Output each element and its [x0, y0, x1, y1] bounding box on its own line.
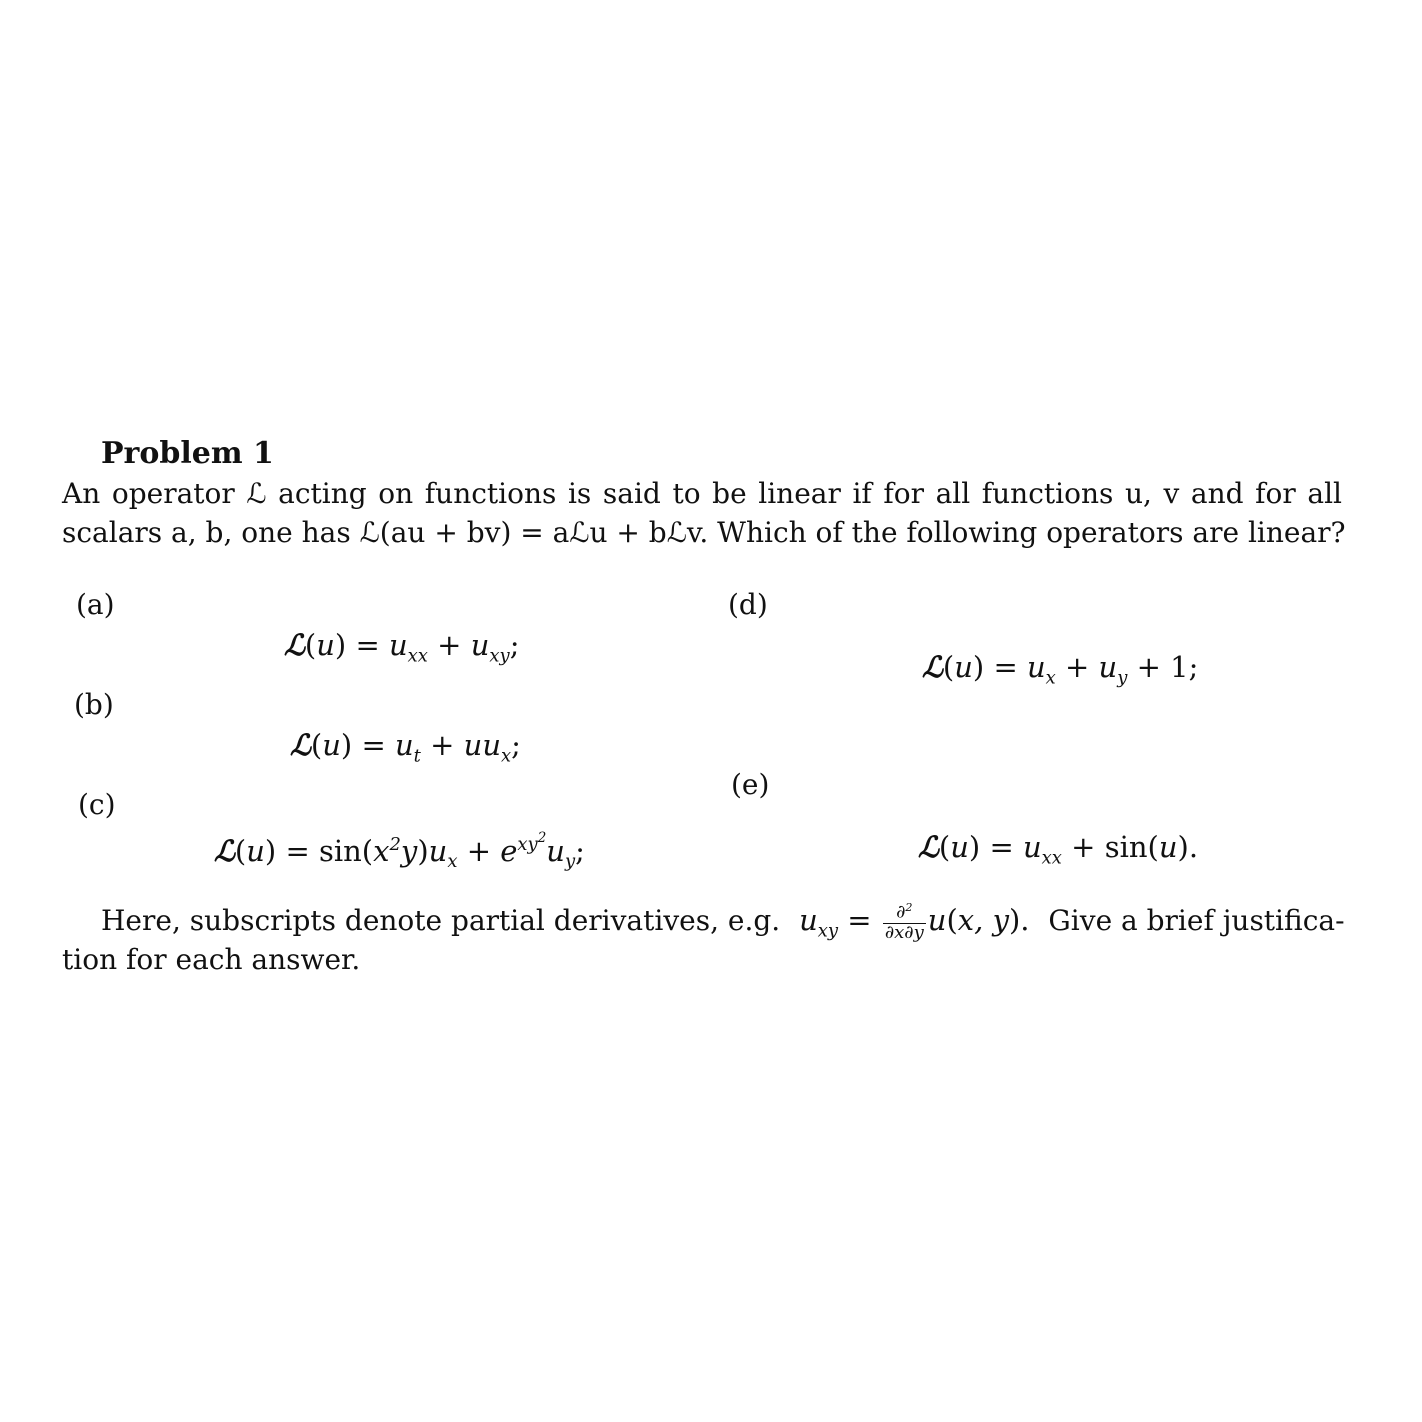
note-line-2: tion for each answer. — [62, 943, 361, 976]
item-d-equation: ℒ(u) = $u_x + u_y + 1$; — [922, 650, 1199, 689]
note-text-after: Give a brief justifica- — [1048, 904, 1345, 938]
item-b-label: (b) — [74, 688, 114, 721]
intro-line-2: scalars a, b, one has ℒ(au + bv) = aℒu + bℒv. Which of the following operators are linear? — [62, 516, 1346, 549]
item-b-equation: ℒ(u) = $u_t + uu_x$; — [290, 728, 521, 767]
note-example-equation: $u_{xy}$ = $\frac{\partial^2}{\partial x\partial y}$ u(x, y). — [799, 901, 1030, 943]
note-text-before: Here, subscripts denote partial derivatives, e.g. — [101, 904, 781, 938]
note-line-1 — [101, 902, 1345, 942]
item-a-equation: ℒ(u) = $u_{xx} + u_{xy}$; — [284, 628, 520, 667]
item-c-label: (c) — [78, 788, 116, 821]
item-a-label: (a) — [76, 588, 115, 621]
problem-heading: Problem 1 — [101, 436, 274, 471]
item-d-label: (d) — [728, 588, 768, 621]
partial-fraction: $\frac{\partial^2}{\partial x\partial y}$ — [884, 901, 924, 943]
item-e-label: (e) — [731, 768, 770, 801]
intro-line-1: An operator ℒ acting on functions is said to be linear if for all functions u, v and for all — [62, 477, 1342, 510]
item-e-equation: ℒ(u) = $u_{xx} + \sin(u)$. — [918, 830, 1199, 869]
item-c-equation: ℒ(u) = $\sin(x^2y)u_x + e^{xy^2}u_y$; — [214, 830, 585, 873]
